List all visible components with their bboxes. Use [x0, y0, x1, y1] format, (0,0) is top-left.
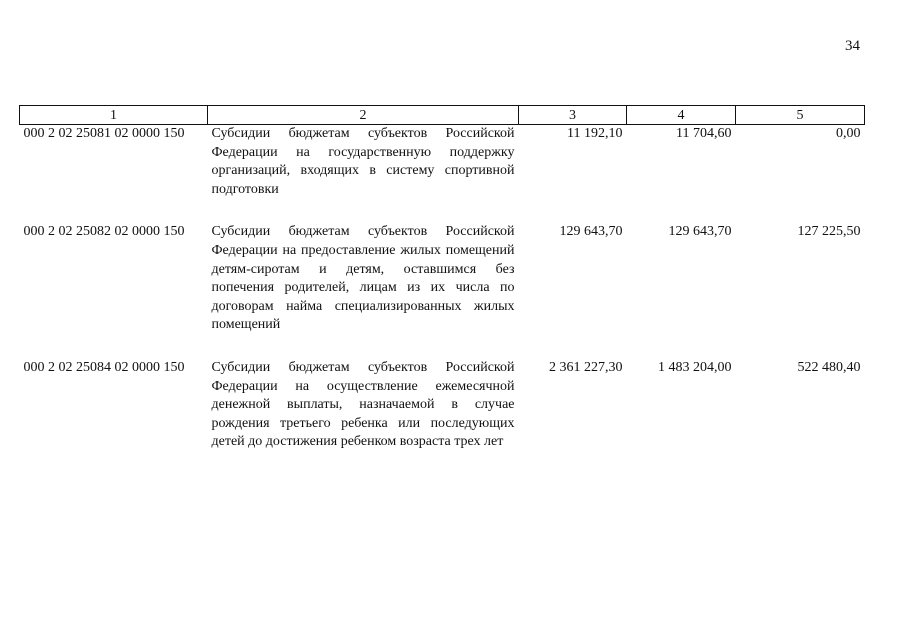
column-5-value: 127 225,50: [797, 224, 861, 240]
column-4-value: 129 643,70: [668, 224, 732, 240]
column-header-5: 5: [736, 106, 865, 125]
column-4-value: 11 704,60: [676, 126, 732, 141]
table-row: [20, 125, 865, 224]
table-row: [20, 223, 865, 359]
table-row: [20, 359, 865, 476]
budget-code-cell: 000 2 02 25084 02 0000 150: [23, 359, 185, 375]
column-header-2: 2: [208, 106, 519, 125]
column-header-4: 4: [627, 106, 736, 125]
budget-table: [19, 105, 865, 476]
column-5-value: 0,00: [836, 126, 861, 141]
budget-code-cell: 000 2 02 25082 02 0000 150: [23, 224, 185, 240]
column-4-value: 1 483 204,00: [658, 359, 732, 375]
table-header-row: [20, 106, 865, 125]
column-header-1: 1: [20, 106, 208, 125]
description-cell: Субсидии бюджетам субъектов Российской Федерации на предоставление жилых помещений детям-сиротам и детям, оставшимся без попечения родителей, лицам из их числа по договорам найма специализированных жилых помещений: [211, 224, 515, 333]
column-5-value: 522 480,40: [797, 359, 861, 375]
column-3-value: 2 361 227,30: [549, 359, 623, 375]
column-3-value: 129 643,70: [559, 224, 623, 240]
budget-code-cell: 000 2 02 25081 02 0000 150: [23, 126, 185, 141]
column-header-3: 3: [519, 106, 627, 125]
description-cell: Субсидии бюджетам субъектов Российской Федерации на осуществление ежемесячной денежной выплаты, назначаемой в случае рождения третьего ребенка или последующих детей до достижения ребенком возраста трех лет: [211, 359, 515, 450]
column-3-value: 11 192,10: [567, 126, 623, 141]
page-number: 34: [845, 38, 860, 54]
description-cell: Субсидии бюджетам субъектов Российской Федерации на государственную поддержку организаций, входящих в систему спортивной подготовки: [211, 126, 515, 197]
